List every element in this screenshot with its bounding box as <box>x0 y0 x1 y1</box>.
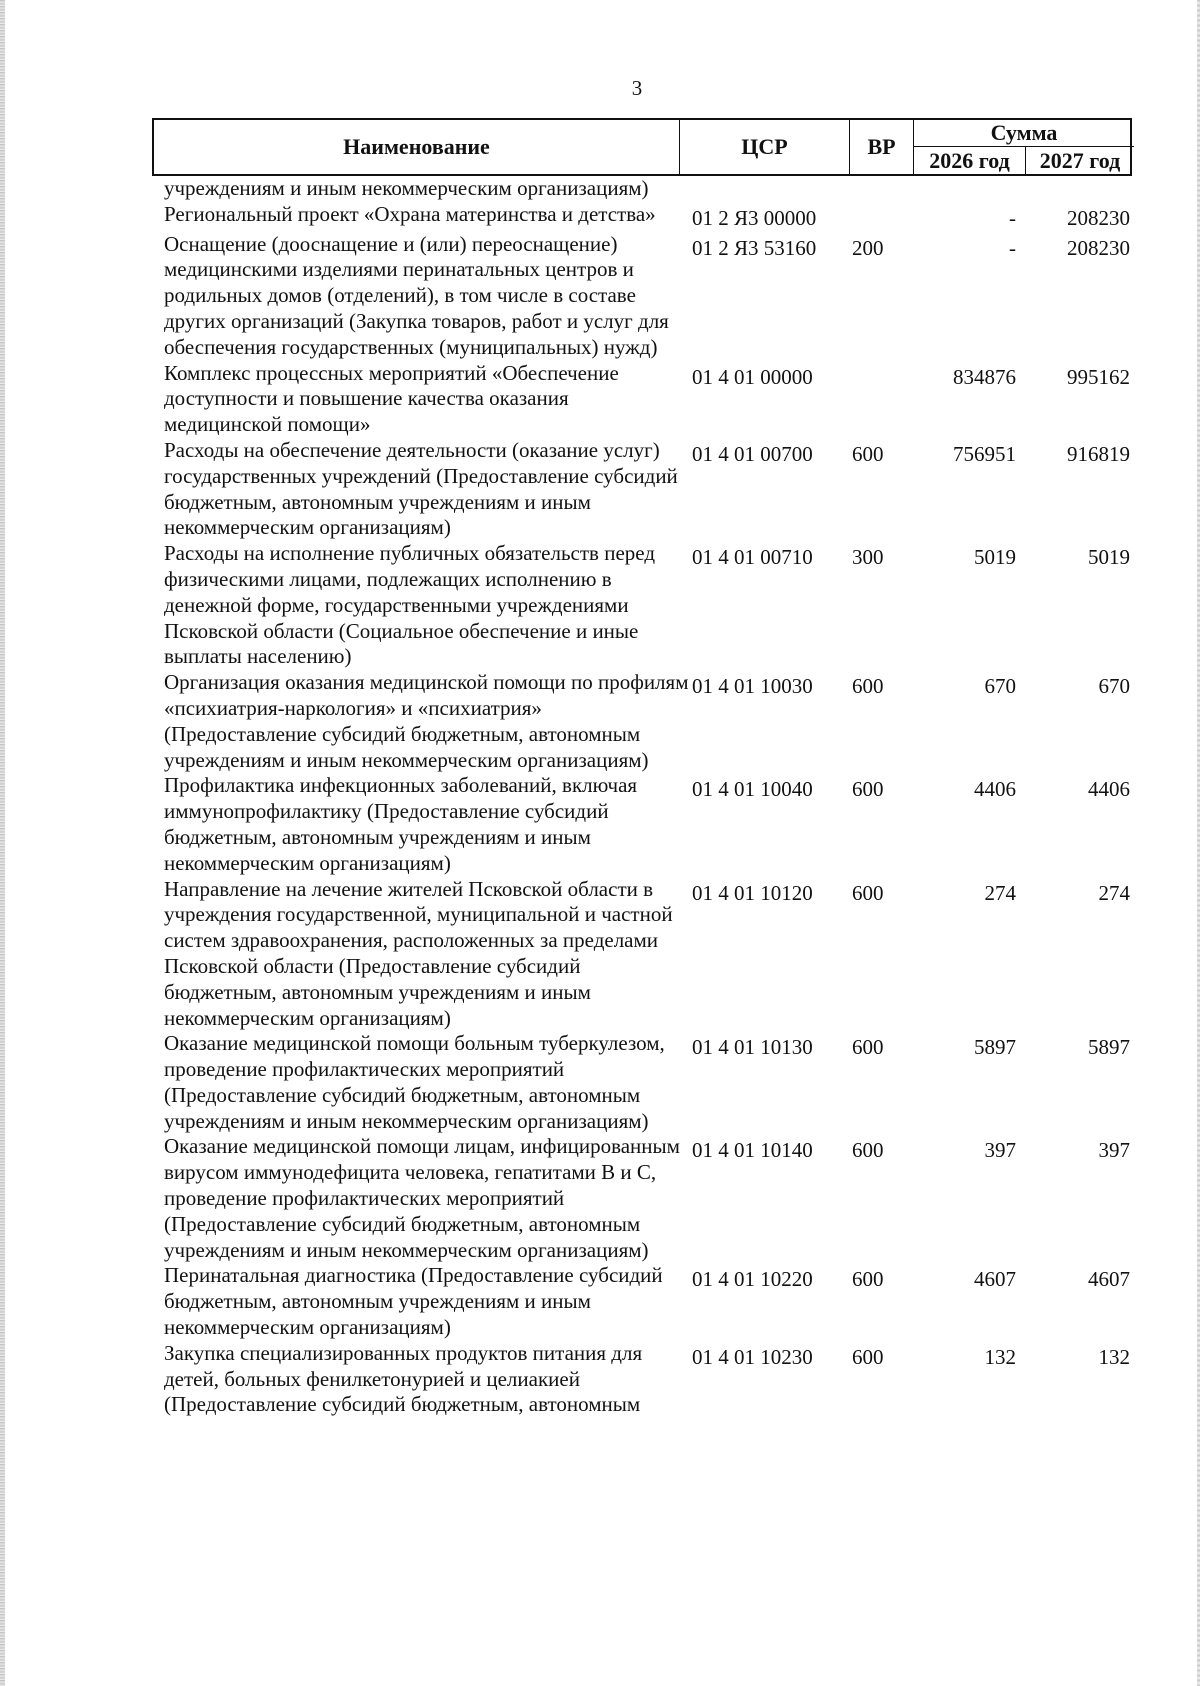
row-amount-2026: 274 <box>984 880 1016 905</box>
row-vr: 600 <box>852 674 884 699</box>
header-csr: ЦСР <box>680 120 850 174</box>
row-name: Комплекс процессных мероприятий «Обеспечение доступности и повышение качества оказания медицинской помощи» <box>164 360 619 437</box>
row-name: Закупка специализированных продуктов питания для детей, больных фенилкетонурией и целиакией (Предоставление субсидий бюджетным, автономным <box>164 1340 643 1417</box>
row-name: Направление на лечение жителей Псковской области в учреждения государственной, муниципальной и частной систем здравоохранения, расположенных за пределами Псковской области (Предоставление субсидий бюджетным, автономным учреждениям и иным некоммерческим организациям) <box>164 876 673 1030</box>
row-amount-2026: 5019 <box>974 545 1016 570</box>
header-year-2026: 2026 год <box>914 147 1026 174</box>
header-vr: ВР <box>850 120 914 174</box>
table-row <box>152 176 1132 202</box>
row-amount-2027: 5019 <box>1088 545 1130 570</box>
table-row <box>152 670 1132 773</box>
row-csr <box>692 176 852 202</box>
table-row <box>152 877 1132 1032</box>
row-vr: 600 <box>852 1035 884 1060</box>
row-amount-2027: 4406 <box>1088 777 1130 802</box>
header-name: Наименование <box>154 120 680 174</box>
row-csr: 01 4 01 10030 <box>692 674 813 699</box>
row-vr <box>852 202 912 232</box>
row-amount-2027: 670 <box>1098 674 1130 699</box>
row-amount-2027: 5897 <box>1088 1035 1130 1060</box>
row-amount-2026: 132 <box>984 1344 1016 1369</box>
table-row <box>152 1134 1132 1263</box>
row-vr: 200 <box>852 235 884 260</box>
row-name: учреждениям и иным некоммерческим организациям) <box>164 176 649 200</box>
row-name: Расходы на исполнение публичных обязательств перед физическими лицами, подлежащих исполнению в денежной форме, государственными учреждениями Псковской области (Социальное обеспечение и иные выплаты населению) <box>164 541 655 669</box>
table-row <box>152 541 1132 670</box>
row-amount-2027: 208230 <box>1067 205 1130 230</box>
row-vr <box>852 361 912 438</box>
table-row <box>152 773 1132 876</box>
row-amount-2027 <box>1024 176 1132 202</box>
row-csr: 01 4 01 10220 <box>692 1267 813 1292</box>
row-vr: 600 <box>852 1267 884 1292</box>
row-amount-2026: 4607 <box>974 1267 1016 1292</box>
row-amount-2026: 5897 <box>974 1035 1016 1060</box>
row-name: Профилактика инфекционных заболеваний, включая иммунопрофилактику (Предоставление субсидий бюджетным, автономным учреждениям и иным некоммерческим организациям) <box>164 773 638 875</box>
row-amount-2026: - <box>1009 235 1016 260</box>
row-csr: 01 4 01 10040 <box>692 777 813 802</box>
row-amount-2026: 670 <box>984 674 1016 699</box>
table-body <box>152 176 1132 1418</box>
row-amount-2027: 916819 <box>1067 441 1130 466</box>
row-csr: 01 4 01 00700 <box>692 441 813 466</box>
header-year-2027: 2027 год <box>1039 147 1121 173</box>
row-csr: 01 4 01 10230 <box>692 1344 813 1369</box>
row-amount-2027: 397 <box>1098 1138 1130 1163</box>
row-amount-2026: - <box>1009 205 1016 230</box>
row-csr: 01 4 01 10120 <box>692 880 813 905</box>
table-row <box>152 232 1132 361</box>
row-name: Оказание медицинской помощи лицам, инфицированным вирусом иммунодефицита человека, гепатитами В и С, проведение профилактических мероприятий (Предоставление субсидий бюджетным, автономным учреждениям и иным некоммерческим организациям) <box>164 1134 680 1262</box>
table-row <box>152 361 1132 438</box>
row-csr: 01 2 Я3 00000 <box>692 205 817 230</box>
row-vr: 600 <box>852 777 884 802</box>
row-name: Перинатальная диагностика (Предоставление субсидий бюджетным, автономным учреждениям и иным некоммерческим организациям) <box>164 1263 663 1340</box>
row-amount-2027: 274 <box>1098 880 1130 905</box>
budget-table <box>152 118 1132 1418</box>
row-amount-2026 <box>912 176 1024 202</box>
row-amount-2027: 995162 <box>1067 364 1130 389</box>
row-csr: 01 4 01 00000 <box>692 364 813 389</box>
row-amount-2027: 4607 <box>1088 1267 1130 1292</box>
row-amount-2027: 208230 <box>1067 235 1130 260</box>
row-amount-2026: 4406 <box>974 777 1016 802</box>
row-csr: 01 2 Я3 53160 <box>692 235 817 260</box>
table-row <box>152 438 1132 541</box>
row-csr: 01 4 01 10130 <box>692 1035 813 1060</box>
row-amount-2026: 834876 <box>953 364 1016 389</box>
row-amount-2026: 756951 <box>953 441 1016 466</box>
row-name: Организация оказания медицинской помощи по профилям «психиатрия-наркология» и «психиатрия» (Предоставление субсидий бюджетным, автономным учреждениям и иным некоммерческим организациям) <box>164 670 689 772</box>
row-amount-2027: 132 <box>1098 1344 1130 1369</box>
scan-edge-left <box>0 0 5 1686</box>
row-vr: 300 <box>852 545 884 570</box>
row-vr: 600 <box>852 880 884 905</box>
table-row <box>152 1031 1132 1134</box>
row-amount-2026: 397 <box>984 1138 1016 1163</box>
table-header <box>152 118 1132 176</box>
row-csr: 01 4 01 10140 <box>692 1138 813 1163</box>
row-vr: 600 <box>852 1138 884 1163</box>
row-name: Оснащение (дооснащение и (или) переоснащение) медицинскими изделиями перинатальных центров и родильных домов (отделений), в том числе в составе других организаций (Закупка товаров, работ и услуг для обеспечения государственных (муниципальных) нужд) <box>164 231 669 359</box>
table-row <box>152 1263 1132 1340</box>
table-row <box>152 1341 1132 1418</box>
row-vr: 600 <box>852 441 884 466</box>
header-sum: Сумма <box>914 120 1134 147</box>
row-csr: 01 4 01 00710 <box>692 545 813 570</box>
page-number: 3 <box>631 76 643 100</box>
row-name: Расходы на обеспечение деятельности (оказание услуг) государственных учреждений (Предоставление субсидий бюджетным, автономным учреждениям и иным некоммерческим организациям) <box>164 437 678 540</box>
row-vr <box>852 176 912 202</box>
table-row <box>152 202 1132 232</box>
row-name: Оказание медицинской помощи больным туберкулезом, проведение профилактических мероприятий (Предоставление субсидий бюджетным, автономным учреждениям и иным некоммерческим организациям) <box>164 1031 665 1133</box>
row-vr: 600 <box>852 1344 884 1369</box>
row-name: Региональный проект «Охрана материнства и детства» <box>164 201 656 226</box>
